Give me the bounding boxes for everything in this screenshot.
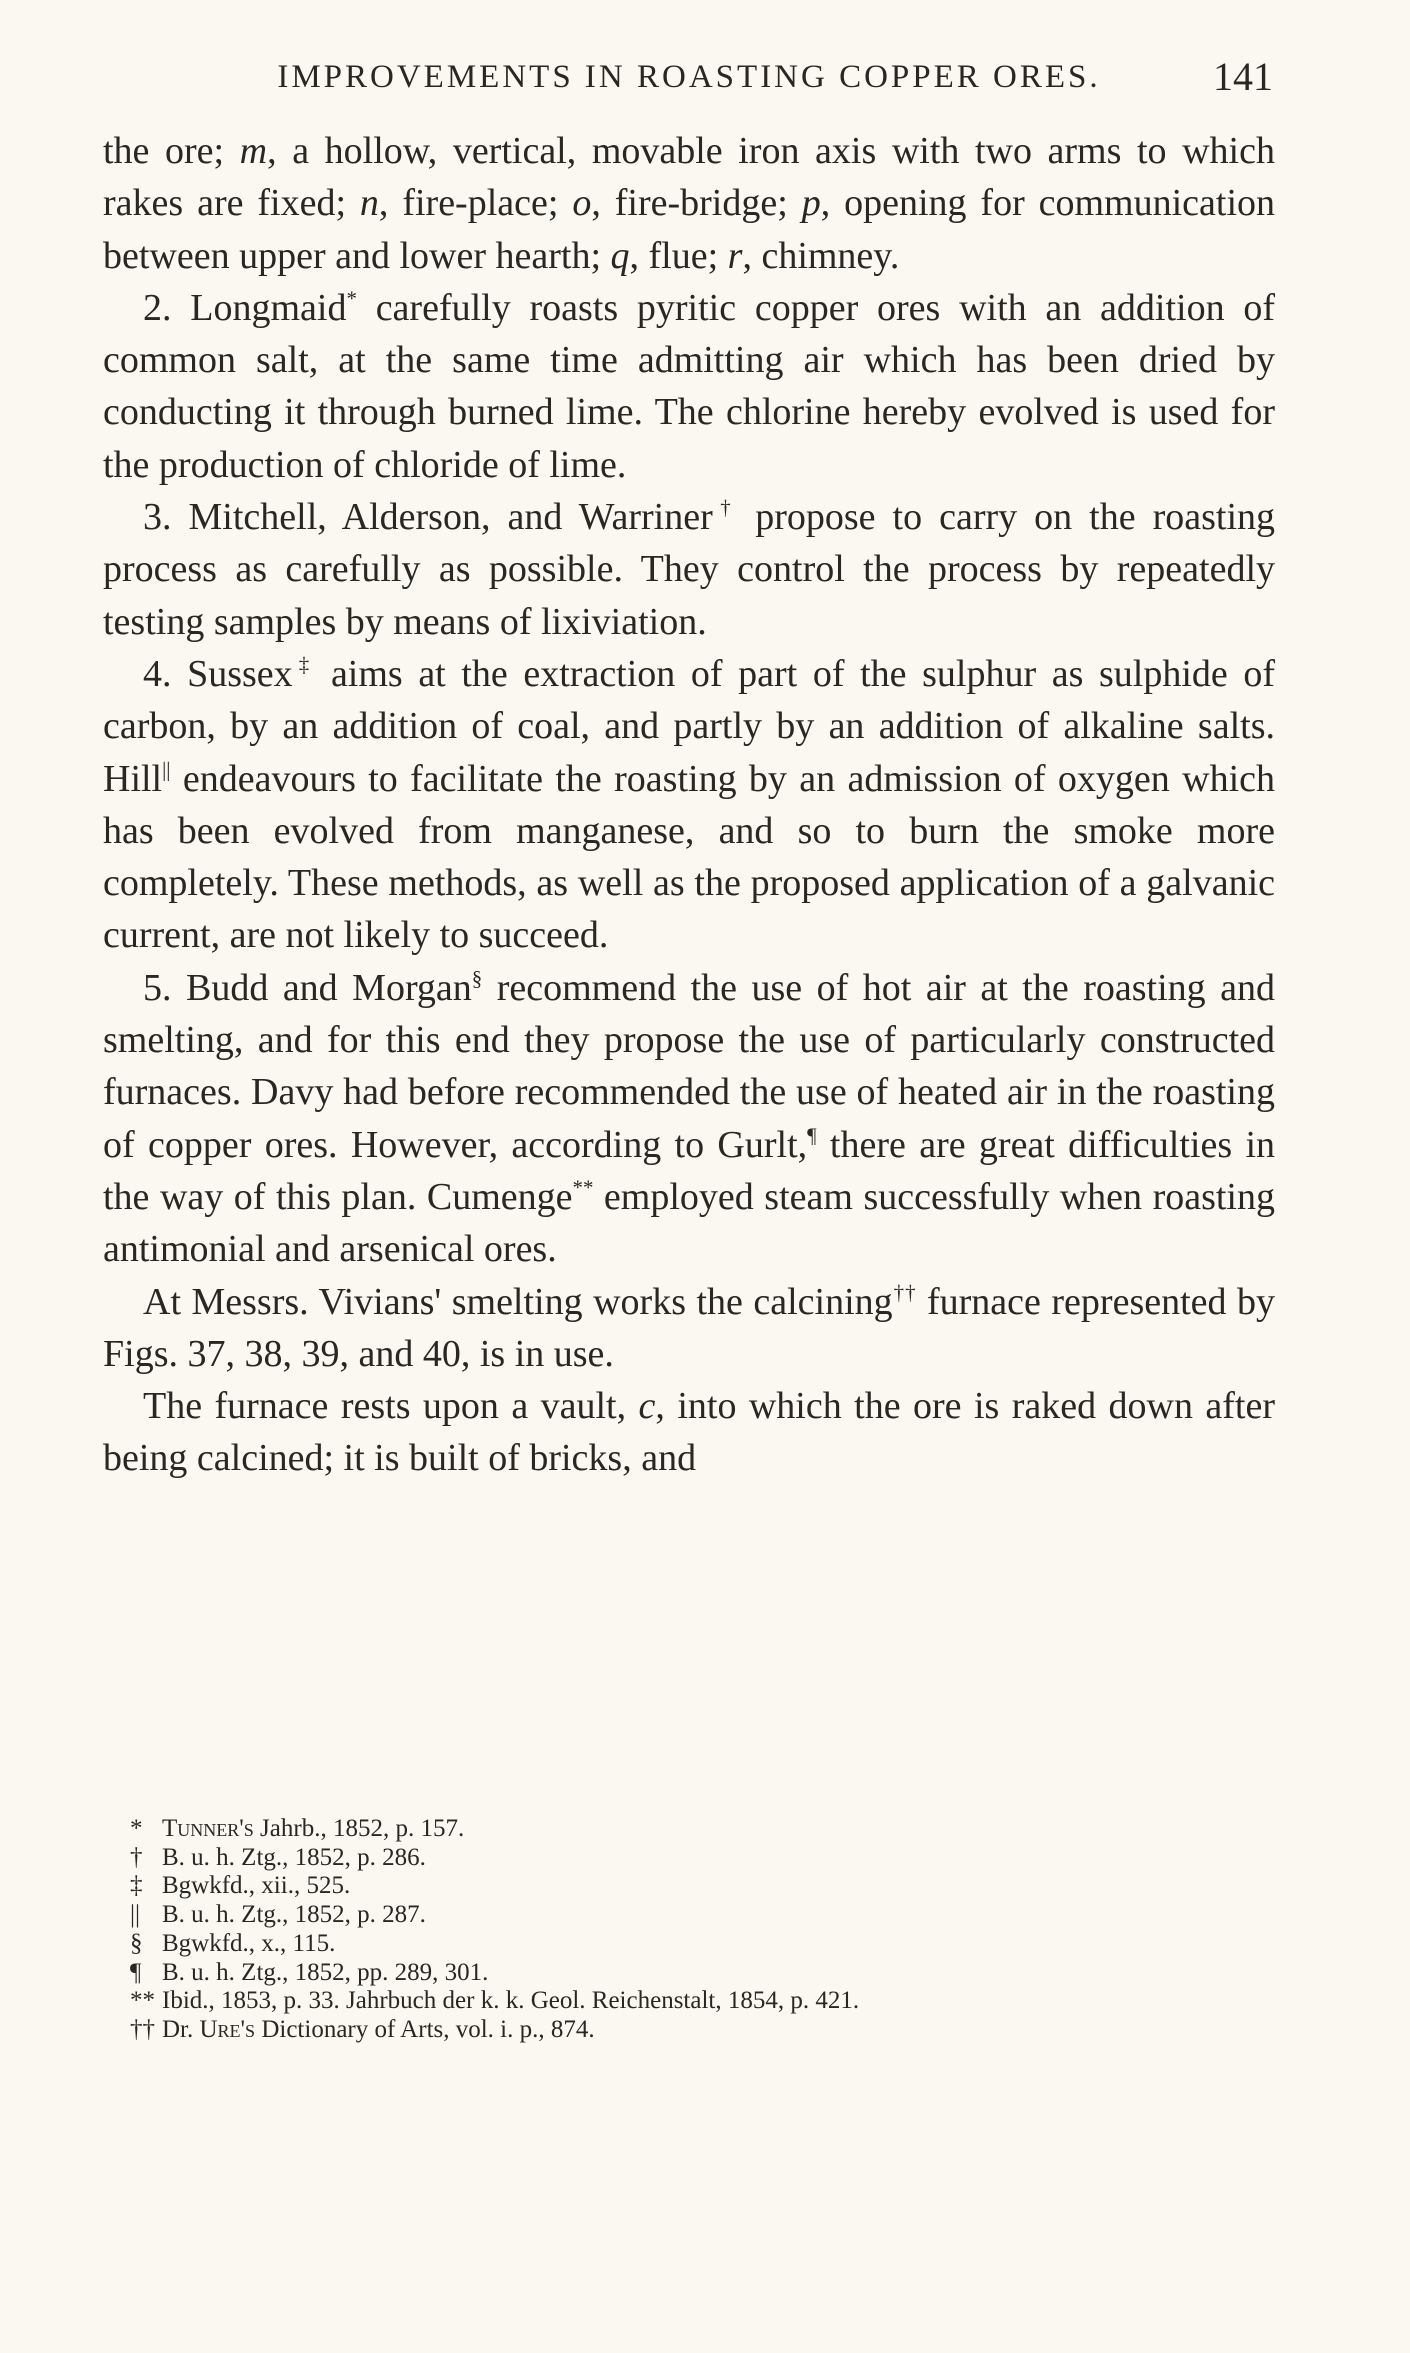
footnote-ref: †† — [892, 1279, 917, 1304]
running-title: IMPROVEMENTS IN ROASTING COPPER ORES. — [277, 59, 1101, 95]
footnotes — [130, 1815, 1250, 2045]
footnote: ¶ B. u. h. Ztg., 1852, pp. 289, 301. — [130, 1958, 489, 1986]
footnote-mark: * — [130, 1815, 143, 1842]
footnote-mark: ‡ — [130, 1872, 143, 1900]
footnote-mark: || — [130, 1901, 141, 1929]
footnote-mark: †† — [130, 2015, 155, 2043]
paragraph-1: the ore; m, a hollow, vertical, movable iron axis with two arms to which rakes are fixed; n, fire-place; o, fire-bridge; p, opening for communication between upper and lower hearth; q, flue; r, chimney. — [103, 130, 1276, 277]
paragraph-2: 2. Longmaid* carefully roasts pyritic copper ores with an addition of common salt, at the same time admitting air which has been dried by conducting it through burned lime. The chlorine hereby evolved is used for the production of chloride of lime. — [103, 286, 1275, 486]
footnote-ref: * — [346, 286, 357, 311]
page-number: 141 — [1213, 54, 1273, 99]
paragraph-3: 3. Mitchell, Alderson, and Warriner† propose to carry on the roasting process as carefully as possible. They control the process by repeatedly testing samples by means of lixiviation. — [103, 495, 1276, 643]
footnote: § Bgwkfd., x., 115. — [130, 1929, 336, 1957]
footnote-mark: § — [130, 1929, 143, 1957]
footnote: ‡ Bgwkfd., xii., 525. — [130, 1872, 351, 1900]
running-header — [105, 52, 1273, 102]
paragraph-5: 5. Budd and Morgan§ recommend the use of hot air at the roasting and smelting, and for this end they propose the use of particularly constructed furnaces. Davy had before recommended the use of heated air in the roasting of copper ores. However, according to Gurlt,¶ there are great difficulties in the way of this plan. Cumenge** employed steam successfully when roasting antimonial and arsenical ores. — [103, 966, 1275, 1271]
footnote-mark: ¶ — [130, 1958, 142, 1986]
footnote-mark: ** — [130, 1987, 155, 2015]
footnote: †† Dr. Ure's Dictionary of Arts, vol. i. p., 874. — [130, 2015, 595, 2043]
footnote-ref: ¶ — [807, 1123, 817, 1148]
footnote: ** Ibid., 1853, p. 33. Jahrbuch der k. k. Geol. Reichenstalt, 1854, p. 421. — [130, 1987, 860, 2015]
footnote-ref: § — [471, 966, 483, 991]
body-text — [103, 125, 1275, 1485]
footnote-ref: ** — [572, 1175, 594, 1200]
footnote-mark: † — [130, 1843, 143, 1871]
paragraph-4: 4. Sussex‡ aims at the extraction of part of the sulphur as sulphide of carbon, by an addition of coal, and partly by an addition of alkaline salts. Hill|| endeavours to facilitate the roasting by an admission of oxygen which has been evolved from manganese, and so to burn the smoke more completely. These methods, as well as the proposed application of a galvanic current, are not likely to succeed. — [103, 652, 1276, 957]
footnote-ref: ‡ — [292, 652, 316, 677]
paragraph-6: At Messrs. Vivians' smelting works the calcining†† furnace represented by Figs. 37, 38, 39, and 40, is in use. — [103, 1279, 1276, 1375]
footnote: † B. u. h. Ztg., 1852, p. 286. — [130, 1843, 426, 1871]
footnote: * Tunner's Jahrb., 1852, p. 157. — [130, 1815, 465, 1842]
footnote-ref: || — [162, 756, 171, 781]
footnote-ref: † — [712, 495, 739, 520]
paragraph-7: The furnace rests upon a vault, c, into which the ore is raked down after being calcined; it is built of bricks, and — [103, 1385, 1275, 1480]
footnote: || B. u. h. Ztg., 1852, p. 287. — [130, 1901, 426, 1929]
